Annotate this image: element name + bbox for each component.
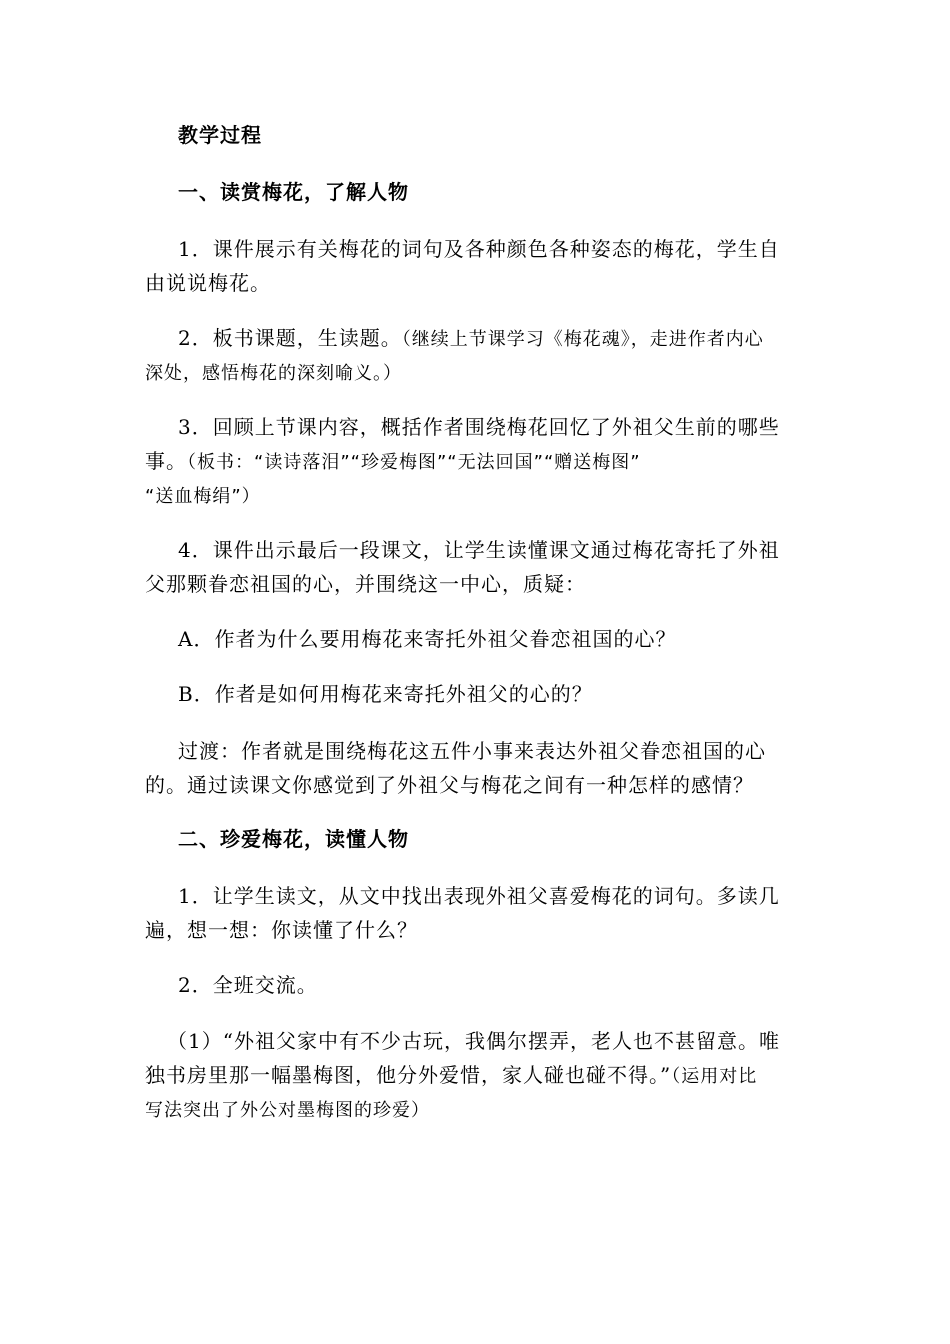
section1-paragraph-3 <box>145 410 815 514</box>
text-line <box>145 444 815 480</box>
text-run: 2．板书课题，生读题。 <box>178 326 402 350</box>
text-run: 独书房里那一幅墨梅图，他分外爱惜，家人碰也碰不得。” <box>145 1063 672 1087</box>
text-line: 的。通过读课文你感觉到了外祖父与梅花之间有一种怎样的感情？ <box>145 773 754 797</box>
annotation-line: 写法突出了外公对墨梅图的珍爱） <box>145 1100 430 1121</box>
text-line: （1）“外祖父家中有不少古玩，我偶尔摆弄，老人也不甚留意。唯 <box>167 1029 780 1053</box>
section1-paragraph-1 <box>145 232 815 300</box>
section2-heading: 二、珍爱梅花，读懂人物 <box>178 827 409 851</box>
text-line: 父那颗眷恋祖国的心，并围绕这一中心，质疑： <box>145 572 586 596</box>
doc-title: 教学过程 <box>178 123 262 147</box>
text-line: 过渡：作者就是围绕梅花这五件小事来表达外祖父眷恋祖国的心 <box>178 739 766 763</box>
text-line: 由说说梅花。 <box>145 271 271 295</box>
text-line: 1．让学生读文，从文中找出表现外祖父喜爱梅花的词句。多读几 <box>178 884 780 908</box>
text-line <box>145 321 815 357</box>
text-line: 1．课件展示有关梅花的词句及各种颜色各种姿态的梅花，学生自 <box>178 237 780 261</box>
text-line: 遍，想一想：你读懂了什么？ <box>145 918 418 942</box>
section1-heading: 一、读赏梅花，了解人物 <box>178 180 409 204</box>
section2-paragraph-2 <box>145 968 815 1002</box>
annotation-line: “送血梅绢”） <box>145 486 261 507</box>
section1-paragraph-4 <box>145 533 815 601</box>
text-line: 2．全班交流。 <box>178 973 318 997</box>
section2-paragraph-3 <box>145 1024 815 1128</box>
question-a <box>145 622 815 656</box>
text-line: A．作者为什么要用梅花来寄托外祖父眷恋祖国的心？ <box>178 627 677 651</box>
transition-paragraph <box>145 734 815 802</box>
annotation-run: （继续上节课学习《梅花魂》，走进作者内心 <box>401 329 764 350</box>
annotation-run: （板书：“读诗落泪”“珍爱梅图”“无法回国”“赠送梅图” <box>187 452 641 473</box>
question-b <box>145 677 815 711</box>
text-run: 事。 <box>145 449 187 473</box>
text-line: 4．课件出示最后一段课文，让学生读懂课文通过梅花寄托了外祖 <box>178 538 780 562</box>
section2-paragraph-1 <box>145 879 815 947</box>
annotation-line: 深处，感悟梅花的深刻喻义。） <box>145 363 402 384</box>
text-line: B．作者是如何用梅花来寄托外祖父的心的？ <box>178 682 593 706</box>
text-line <box>145 1058 815 1094</box>
text-line: 3．回顾上节课内容，概括作者围绕梅花回忆了外祖父生前的哪些 <box>178 415 780 439</box>
section1-paragraph-2 <box>145 321 815 391</box>
annotation-run: （运用对比 <box>671 1066 758 1087</box>
